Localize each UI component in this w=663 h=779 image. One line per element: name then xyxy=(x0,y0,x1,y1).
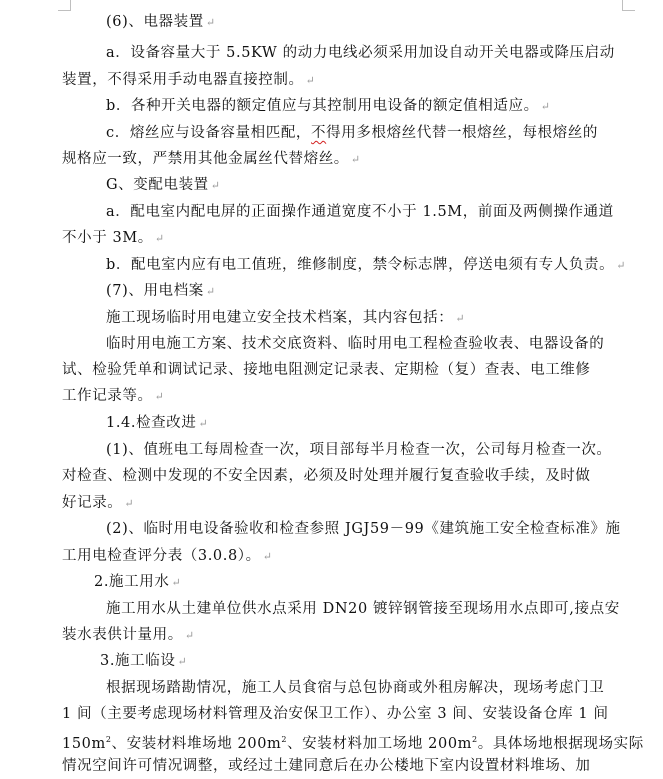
paragraph-line: 根据现场踏勘情况，施工人员食宿与总包协商或外租房解决，现场考虑门卫 xyxy=(106,680,605,696)
paragraph-line: 试、检验凭单和调试记录、接地电阻测定记录表、定期检（复）查表、电工维修 xyxy=(62,362,591,378)
heading-temporary-facilities: 3.施工临设 ↵ xyxy=(100,653,188,669)
paragraph-line: 不小于 3M。 ↵ xyxy=(62,230,165,246)
paragraph-line: a．设备容量大于 5.5KW 的动力电线必须采用加设自动开关电器或降压启动 xyxy=(106,45,615,61)
paragraph-line: $150m^2$、安装材料堆场地 $200m^2$、安装材料加工场地 $200m^2$。具体场地根据现场实际 xyxy=(62,735,644,752)
paragraph-line: 工用电检查评分表（3.0.8）。 ↵ xyxy=(62,548,273,564)
heading-inspection-improvement: 1.4.检查改进 ↵ xyxy=(106,415,209,431)
paragraph-line: a．配电室内配电屏的正面操作通道宽度不小于 1.5M，前面及两侧操作通道 xyxy=(106,204,614,220)
margin-corner-mark-right xyxy=(622,0,635,11)
paragraph-line: 装置，不得采用手动电器直接控制。 ↵ xyxy=(62,72,316,88)
heading-electrical-records: (7)、用电档案 ↵ xyxy=(106,283,216,299)
paragraph-line: 施工用水从土建单位供水点采用 DN20 镀锌钢管接至现场用水点即可,接点安 xyxy=(106,601,620,617)
paragraph-line: 好记录。 ↵ xyxy=(62,495,135,511)
heading-substation: G、变配电装置 ↵ xyxy=(106,177,221,193)
paragraph-line: (1)、值班电工每周检查一次，项目部每半月检查一次，公司每月检查一次。 xyxy=(106,442,612,458)
heading-electrical-devices: (6)、电器装置 ↵ xyxy=(106,14,216,30)
paragraph-line: 装水表供计量用。 ↵ xyxy=(62,627,195,643)
spellcheck-underline: 不 xyxy=(311,125,327,141)
paragraph-line: (2)、临时用电设备验收和检查参照 JGJ59－99《建筑施工安全检查标准》施 xyxy=(106,521,621,537)
paragraph-line: 规格应一致，严禁用其他金属丝代替熔丝。 ↵ xyxy=(62,151,361,167)
paragraph-line: 施工现场临时用电建立安全技术档案，其内容包括： ↵ xyxy=(106,310,466,326)
margin-corner-mark-left xyxy=(58,0,71,11)
paragraph-line: 对检查、检测中发现的不安全因素，必须及时处理并履行复查验收手续，及时做 xyxy=(62,468,591,484)
paragraph-line: b．配电室内应有电工值班，维修制度，禁令标志牌，停送电须有专人负责。 ↵ xyxy=(106,257,627,273)
heading-construction-water: 2.施工用水 ↵ xyxy=(94,574,182,590)
paragraph-line: 情况空间许可情况调整，或经过土建同意后在办公楼地下室内设置材料堆场、加 xyxy=(62,758,591,774)
paragraph-line: 工作记录等。 ↵ xyxy=(62,388,165,404)
paragraph-line: 临时用电施工方案、技术交底资料、临时用电工程检查验收表、电器设备的 xyxy=(106,336,605,352)
paragraph-line: c．熔丝应与设备容量相匹配，不得用多根熔丝代替一根熔丝，每根熔丝的 xyxy=(106,125,598,141)
paragraph-line: 1 间（主要考虑现场材料管理及治安保卫工作）、办公室 3 间、安装设备仓库 1 间 xyxy=(62,706,609,722)
paragraph-line: b．各种开关电器的额定值应与其控制用电设备的额定值相适应。 ↵ xyxy=(106,98,551,114)
